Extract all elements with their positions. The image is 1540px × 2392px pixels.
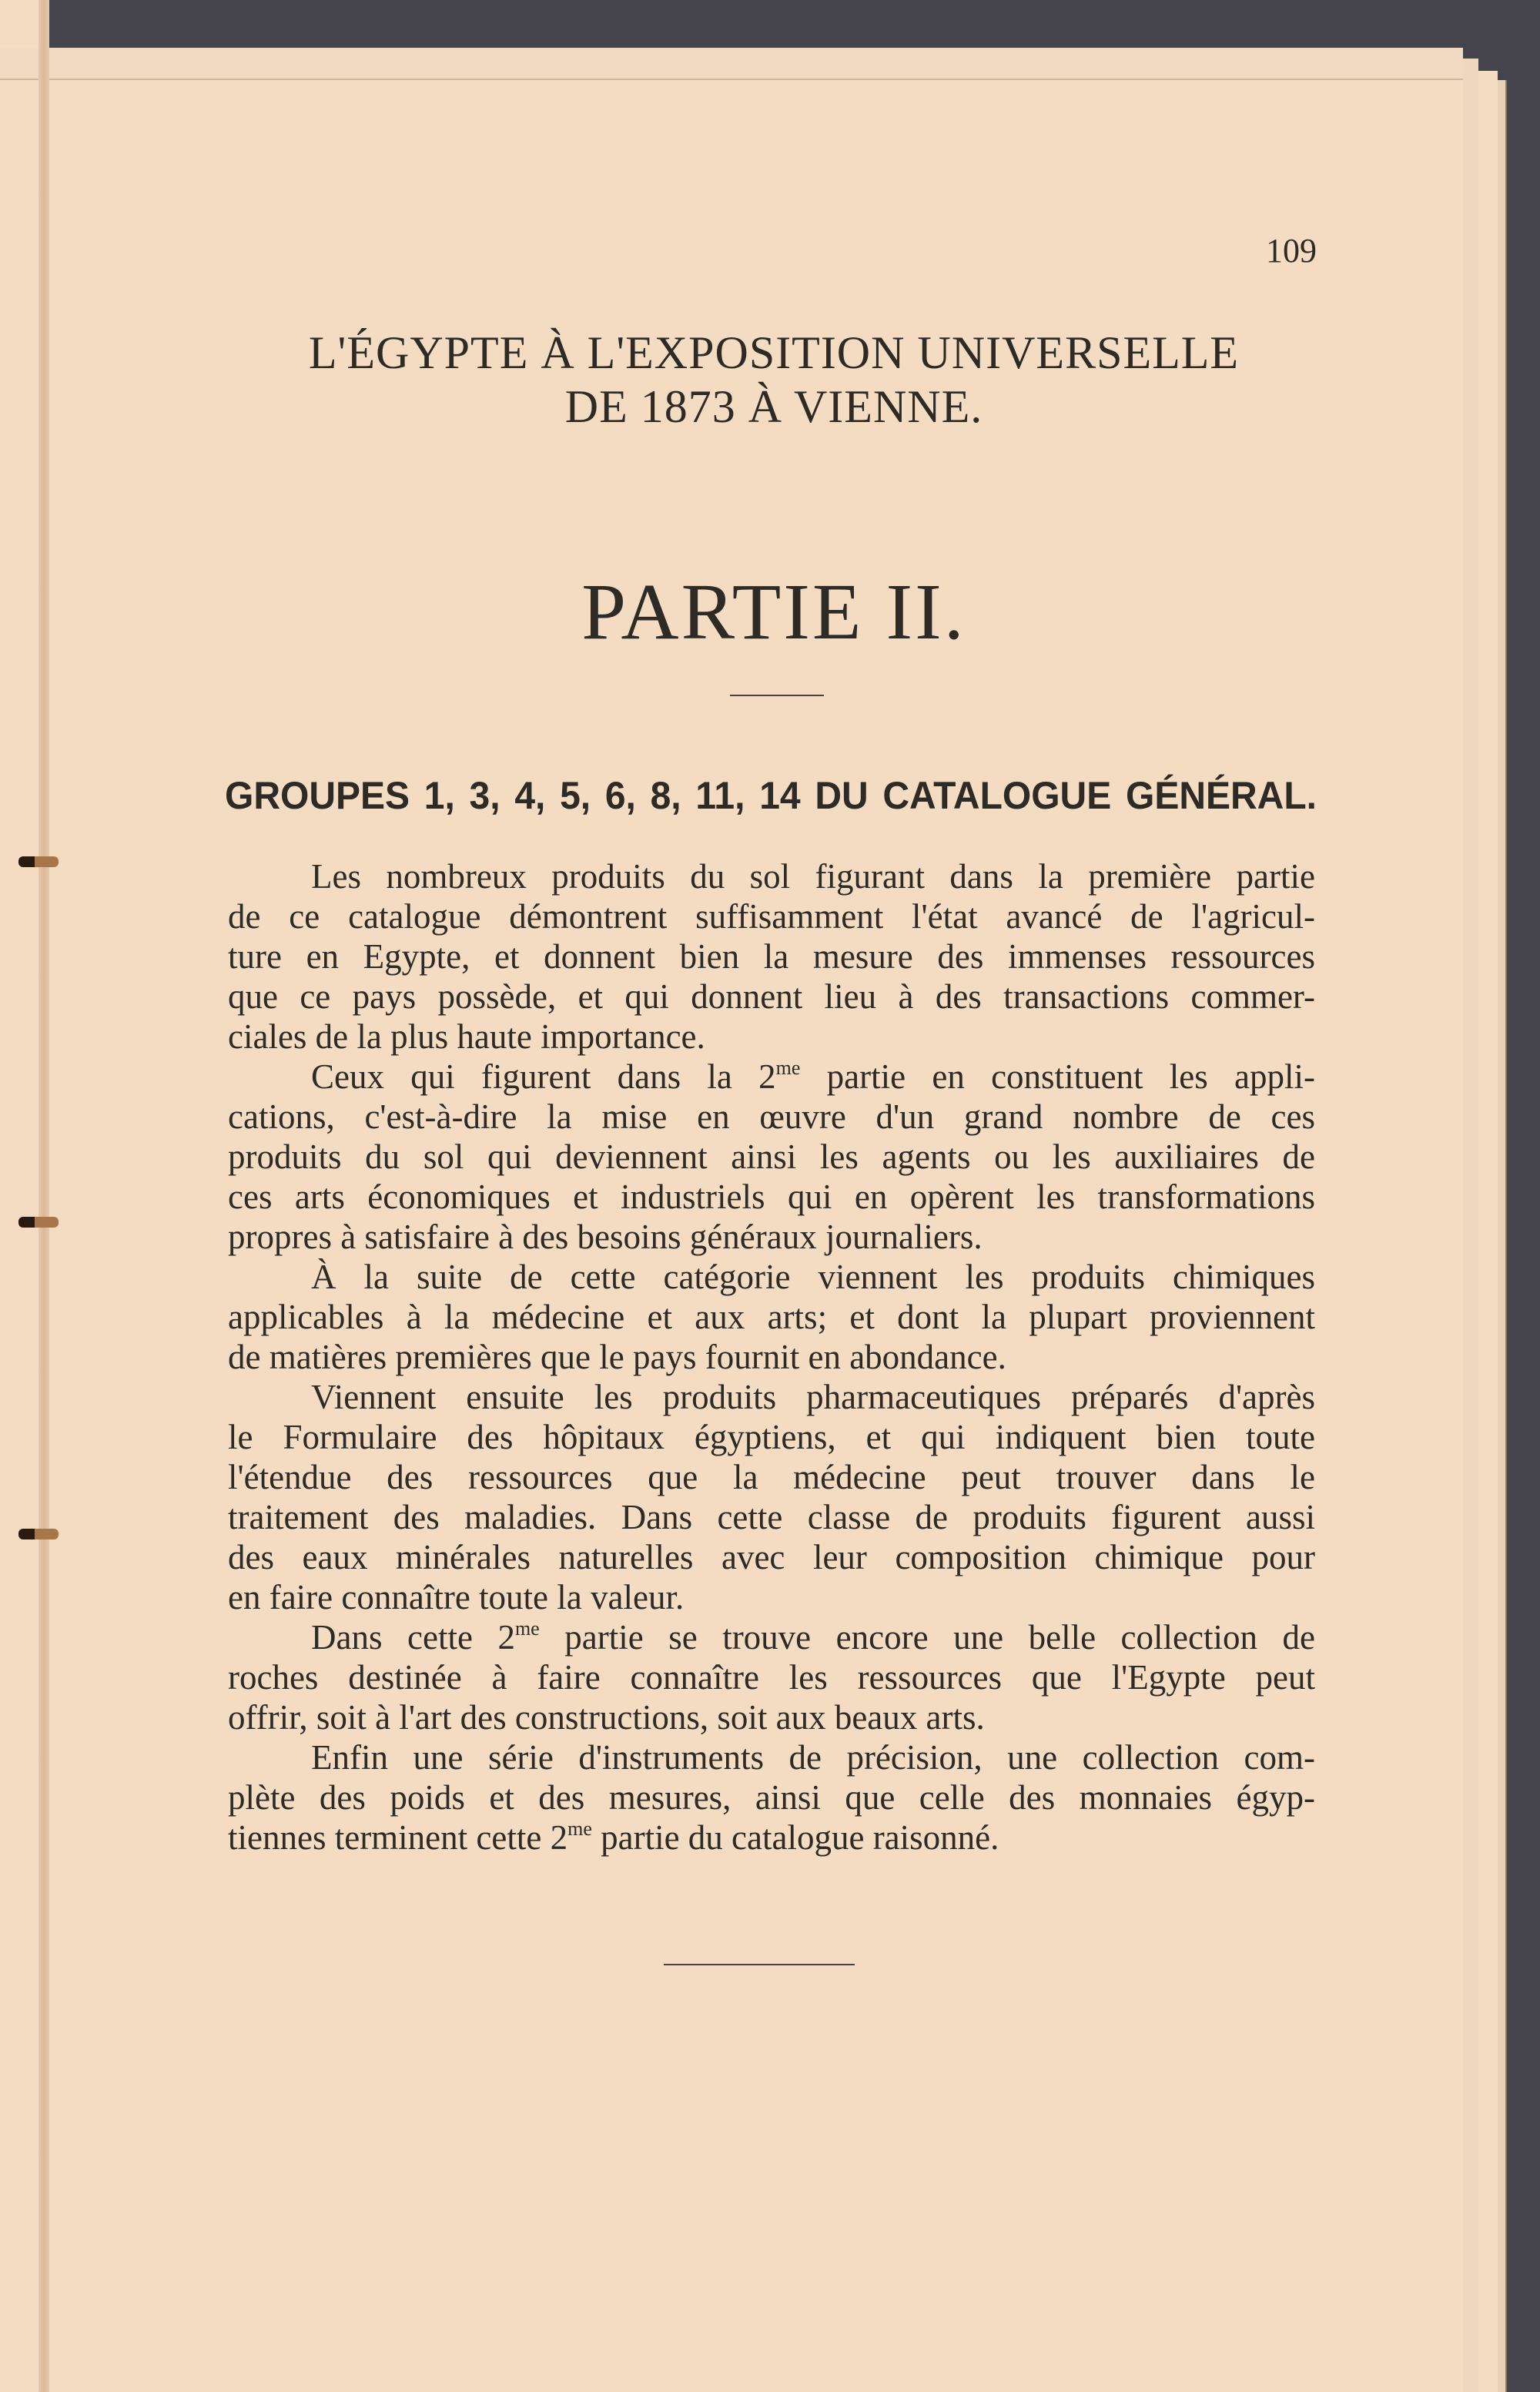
text-line: de ce catalogue démontrent suffisamment l'état avancé de l'agricul- (228, 897, 1315, 936)
part-heading: PARTIE II. (581, 568, 966, 656)
binding-gutter (38, 0, 49, 2392)
text-line: que ce pays possède, et qui donnent lieu à des transactions commer- (228, 977, 1315, 1016)
text-line: Dans cette $2^{me}$ partie se trouve encore une belle collection de (311, 1617, 1315, 1657)
text-line: produits du sol qui deviennent ainsi les agents ou les auxiliaires de (228, 1137, 1315, 1176)
text-line: offrir, soit à l'art des constructions, soit aux beaux arts. (228, 1698, 985, 1737)
body-text (228, 856, 1315, 1858)
text-line: traitement des maladies. Dans cette classe de produits figurent aussi (228, 1498, 1315, 1536)
title-line-1: L'ÉGYPTE À L'EXPOSITION UNIVERSELLE (308, 327, 1240, 378)
paragraph (228, 1057, 1315, 1257)
title-line-2: DE 1873 À VIENNE. (564, 381, 983, 432)
text-line: Ceux qui figurent dans la $2^{me}$ partie en constituent les appli- (311, 1057, 1315, 1096)
text-line: roches destinée à faire connaître les ressources que l'Egypte peut (228, 1658, 1315, 1697)
paragraph (228, 1737, 1315, 1858)
page-number: 109 (1266, 232, 1317, 270)
binding-hole (18, 1217, 59, 1228)
paragraph (228, 1617, 1315, 1737)
divider (730, 695, 824, 696)
binding-hole (18, 1529, 59, 1539)
text-line: en faire connaître toute la valeur. (228, 1578, 685, 1616)
paragraph (228, 1377, 1315, 1617)
text-line: Enfin une série d'instruments de précision, une collection com- (311, 1738, 1315, 1777)
text-line: ces arts économiques et industriels qui en opèrent les transformations (228, 1178, 1315, 1216)
text-line: plète des poids et des mesures, ainsi que celle des monnaies égyp- (228, 1778, 1315, 1817)
text-line: de matières premières que le pays fournit en abondance. (228, 1338, 1006, 1376)
groups-heading: GROUPES 1, 3, 4, 5, 6, 8, 11, 14 DU CATALOGUE GÉNÉRAL. (225, 774, 1317, 818)
page-edge (1463, 59, 1478, 2392)
end-divider (664, 1964, 855, 1965)
binding-hole (18, 856, 59, 867)
text-line: l'étendue des ressources que la médecine peut trouver dans le (228, 1458, 1315, 1496)
text-line: le Formulaire des hôpitaux égyptiens, et qui indiquent bien toute (228, 1418, 1315, 1456)
text-line: À la suite de cette catégorie viennent les produits chimiques (311, 1258, 1315, 1296)
text-line: propres à satisfaire à des besoins généraux journaliers. (228, 1218, 983, 1256)
text-line: Les nombreux produits du sol figurant dans la première partie (311, 857, 1315, 896)
text-line: cations, c'est-à-dire la mise en œuvre d'un grand nombre de ces (228, 1097, 1315, 1136)
text-line: applicables à la médecine et aux arts; et dont la plupart proviennent (228, 1298, 1315, 1336)
text-line: Viennent ensuite les produits pharmaceutiques préparés d'après (311, 1378, 1315, 1416)
paragraph (228, 1257, 1315, 1377)
text-line: ciales de la plus haute importance. (228, 1017, 705, 1056)
page-edge (1498, 80, 1507, 2392)
text-line: ture en Egypte, et donnent bien la mesure des immenses ressources (228, 937, 1315, 976)
page-edge (0, 48, 1463, 80)
text-line: tiennes terminent cette $2^{me}$ partie du catalogue raisonné. (228, 1817, 999, 1857)
paragraph (228, 856, 1315, 1057)
text-line: des eaux minérales naturelles avec leur composition chimique pour (228, 1538, 1315, 1576)
